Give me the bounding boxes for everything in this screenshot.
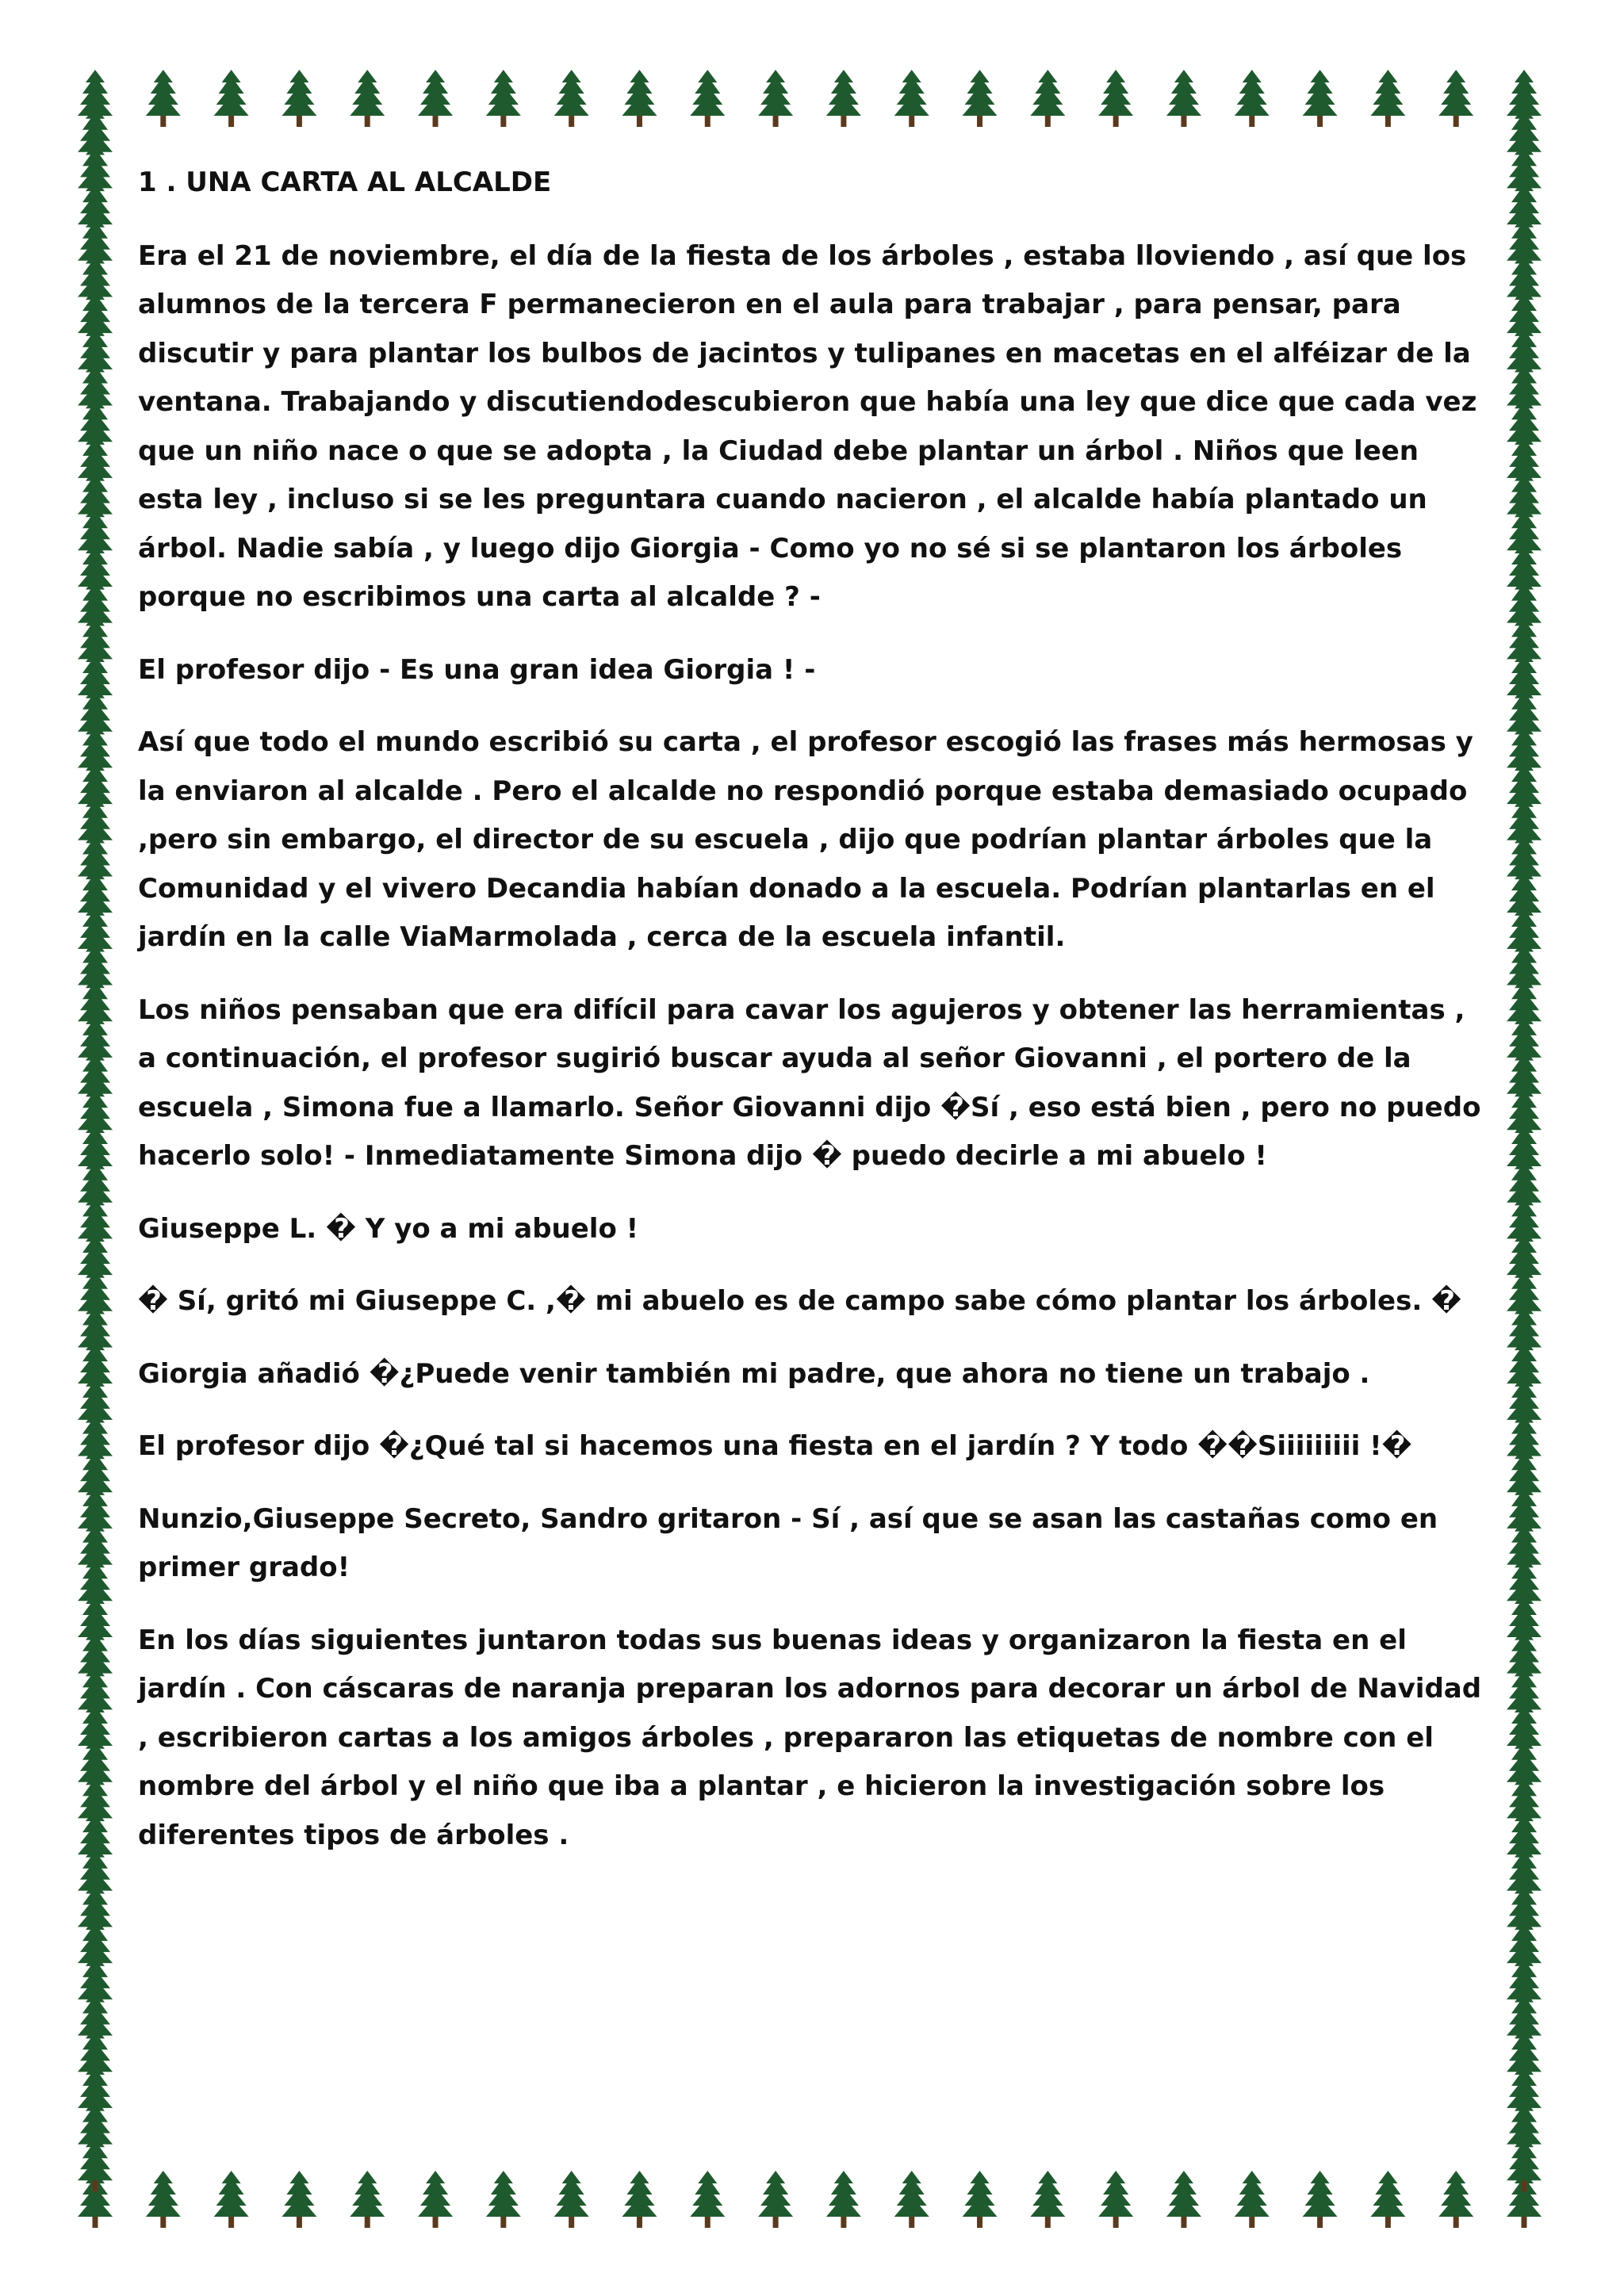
paragraph: Giorgia añadió �¿Puede venir también mi padre, que ahora no tiene un trabajo . xyxy=(138,1357,1370,1390)
pine-tree-icon xyxy=(78,541,113,598)
pine-tree-icon xyxy=(78,1917,113,1974)
pine-tree-icon xyxy=(1507,613,1542,670)
pine-tree-icon xyxy=(1507,1591,1542,1648)
pine-tree-icon xyxy=(78,323,113,381)
pine-tree-icon xyxy=(78,1120,113,1177)
pine-tree-icon xyxy=(1507,577,1542,634)
pine-tree-icon xyxy=(1507,1628,1542,1685)
pine-tree-icon xyxy=(1507,1120,1542,1177)
pine-tree-icon xyxy=(78,1012,113,1069)
pine-tree-icon xyxy=(963,2171,998,2228)
paragraph: � Sí, gritó mi Giuseppe C. ,� mi abuelo es de campo sabe cómo plantar los árboles. � xyxy=(138,1285,1461,1318)
pine-tree-icon xyxy=(78,1628,113,1685)
pine-tree-icon xyxy=(1303,2171,1338,2228)
pine-tree-icon xyxy=(1507,1012,1542,1069)
pine-tree-icon xyxy=(554,70,589,127)
pine-tree-icon xyxy=(78,975,113,1032)
pine-tree-icon xyxy=(78,903,113,960)
document-body xyxy=(138,166,1486,1884)
pine-tree-icon xyxy=(758,2171,793,2228)
pine-tree-icon xyxy=(78,613,113,670)
pine-tree-icon xyxy=(1438,70,1473,127)
pine-tree-icon xyxy=(1507,794,1542,851)
pine-tree-icon xyxy=(1507,1990,1542,2047)
pine-tree-icon xyxy=(1235,70,1270,127)
pine-tree-icon xyxy=(826,2171,861,2228)
pine-tree-icon xyxy=(78,1265,113,1322)
pine-tree-icon xyxy=(758,70,793,127)
pine-tree-icon xyxy=(1370,70,1405,127)
pine-tree-icon xyxy=(146,2171,181,2228)
pine-tree-icon xyxy=(78,106,113,163)
pine-tree-icon xyxy=(1507,1954,1542,2011)
pine-tree-icon xyxy=(1507,975,1542,1032)
pine-tree-icon xyxy=(78,432,113,489)
pine-tree-icon xyxy=(1507,830,1542,887)
pine-tree-icon xyxy=(418,2171,453,2228)
pine-tree-icon xyxy=(1370,2171,1405,2228)
pine-tree-icon xyxy=(78,1483,113,1540)
pine-tree-icon xyxy=(78,1663,113,1720)
paragraph: Los niños pensaban que era difícil para cavar los agujeros y obtener las herramientas , a continuación, el profesor sugirió buscar ayuda al señor Giovanni , el portero de la escuela , Simona fue a llamarlo. Señor Giovanni dijo �Sí , eso está bien , pero no puedo hacerlo solo! - Inmediatamente Simona dijo � puedo decirle a mi abuelo ! xyxy=(138,993,1481,1173)
pine-tree-icon xyxy=(1507,903,1542,960)
pine-tree-icon xyxy=(78,1845,113,1902)
pine-tree-icon xyxy=(78,794,113,851)
pine-tree-icon xyxy=(282,70,316,127)
pine-tree-icon xyxy=(1438,2171,1473,2228)
pine-tree-icon xyxy=(1507,287,1542,344)
pine-tree-icon xyxy=(78,2134,113,2191)
pine-tree-icon xyxy=(78,867,113,924)
pine-tree-icon xyxy=(78,1808,113,1866)
pine-tree-icon xyxy=(350,70,385,127)
pine-tree-icon xyxy=(486,2171,521,2228)
pine-tree-icon xyxy=(1507,1700,1542,1757)
pine-tree-icon xyxy=(1507,1808,1542,1866)
pine-tree-icon xyxy=(1507,1157,1542,1214)
pine-tree-icon xyxy=(1166,70,1201,127)
pine-tree-icon xyxy=(78,70,113,127)
pine-tree-icon xyxy=(1507,1301,1542,1358)
pine-tree-icon xyxy=(894,2171,929,2228)
pine-tree-icon xyxy=(1098,2171,1133,2228)
pine-tree-icon xyxy=(1166,2171,1201,2228)
pine-tree-icon xyxy=(78,1881,113,1938)
pine-tree-icon xyxy=(894,70,929,127)
paragraph: En los días siguientes juntaron todas sus buenas ideas y organizaron la fiesta en el jardín . Con cáscaras de naranja preparan los adornos para decorar un árbol de Navidad , escribieron cartas a los amigos árboles , prepararon las etiquetas de nombre con el nombre del árbol y el niño que iba a plantar , e hicieron la investigación sobre los diferentes tipos de árboles . xyxy=(138,1624,1482,1851)
pine-tree-icon xyxy=(1507,215,1542,272)
paragraph: Nunzio,Giuseppe Secreto, Sandro gritaron - Sí , así que se asan las castañas como en primer grado! xyxy=(138,1502,1438,1584)
pine-tree-icon xyxy=(1507,1192,1542,1249)
pine-tree-icon xyxy=(1507,1483,1542,1540)
pine-tree-icon xyxy=(1507,2099,1542,2156)
pine-tree-icon xyxy=(78,1772,113,1829)
pine-tree-icon xyxy=(1507,360,1542,417)
pine-tree-icon xyxy=(1507,106,1542,163)
pine-tree-icon xyxy=(1507,686,1542,743)
pine-tree-icon xyxy=(1507,1048,1542,1105)
pine-tree-icon xyxy=(554,2171,589,2228)
pine-tree-icon xyxy=(78,1374,113,1431)
pine-tree-icon xyxy=(78,2099,113,2156)
pine-tree-icon xyxy=(78,1990,113,2047)
pine-tree-icon xyxy=(1507,1519,1542,1576)
pine-tree-icon xyxy=(78,1555,113,1612)
pine-tree-icon xyxy=(146,70,181,127)
pine-tree-icon xyxy=(418,70,453,127)
pine-tree-icon xyxy=(963,70,998,127)
pine-tree-icon xyxy=(350,2171,385,2228)
pine-tree-icon xyxy=(1507,1374,1542,1431)
pine-tree-icon xyxy=(78,469,113,526)
pine-tree-icon xyxy=(1507,432,1542,489)
pine-tree-icon xyxy=(690,2171,725,2228)
pine-tree-icon xyxy=(78,686,113,743)
pine-tree-icon xyxy=(78,1084,113,1141)
pine-tree-icon xyxy=(214,70,249,127)
pine-tree-icon xyxy=(78,360,113,417)
pine-tree-icon xyxy=(1507,178,1542,235)
pine-tree-icon xyxy=(78,2026,113,2083)
pine-tree-icon xyxy=(1507,1881,1542,1938)
pine-tree-icon xyxy=(1507,1772,1542,1829)
pine-tree-icon xyxy=(1507,1845,1542,1902)
pine-tree-icon xyxy=(78,2062,113,2119)
pine-tree-icon xyxy=(78,830,113,887)
pine-tree-icon xyxy=(1507,469,1542,526)
paragraph: Giuseppe L. � Y yo a mi abuelo ! xyxy=(138,1212,639,1245)
pine-tree-icon xyxy=(78,251,113,308)
pine-tree-icon xyxy=(78,178,113,235)
document-title: 1 . UNA CARTA AL ALCALDE xyxy=(138,166,552,198)
pine-tree-icon xyxy=(78,1410,113,1468)
pine-tree-icon xyxy=(1507,541,1542,598)
paragraph: Así que todo el mundo escribió su carta , el profesor escogió las frases más hermosas y la enviaron al alcalde . Pero el alcalde no respondió porque estaba demasiado ocupado ,pero sin embargo, el director de su escuela , dijo que podrían plantar árboles que la Comunidad y el vivero Decandia habían donado a la escuela. Podrían plantarlas en el jardín en la calle ViaMarmolada , cerca de la escuela infantil. xyxy=(138,726,1473,954)
pine-tree-icon xyxy=(1507,1917,1542,1974)
pine-tree-icon xyxy=(1507,649,1542,706)
pine-tree-icon xyxy=(78,142,113,199)
pine-tree-icon xyxy=(78,649,113,706)
pine-tree-icon xyxy=(1507,1265,1542,1322)
pine-tree-icon xyxy=(78,1337,113,1395)
pine-tree-icon xyxy=(1507,2026,1542,2083)
pine-tree-icon xyxy=(1507,1084,1542,1141)
pine-tree-icon xyxy=(1507,142,1542,199)
paragraph: Era el 21 de noviembre, el día de la fiesta de los árboles , estaba lloviendo , así que los alumnos de la tercera F permanecieron en el aula para trabajar , para pensar, para discutir y para plantar los bulbos de jacintos y tulipanes en macetas en el alféizar de la ventana. Trabajando y discutiendodescubieron que había una ley que dice que cada vez que un niño nace o que se adopta , la Ciudad debe plantar un árbol . Niños que leen esta ley , incluso si se les preguntara cuando nacieron , el alcalde había plantado un árbol. Nadie sabía , y luego dijo Giorgia - Como yo no sé si se plantaron los árboles porque no escribimos una carta al alcalde ? - xyxy=(138,239,1477,614)
pine-tree-icon xyxy=(78,504,113,561)
pine-tree-icon xyxy=(1098,70,1133,127)
paragraph: El profesor dijo - Es una gran idea Giorgia ! - xyxy=(138,653,816,686)
pine-tree-icon xyxy=(1507,504,1542,561)
pine-tree-icon xyxy=(826,70,861,127)
pine-tree-icon xyxy=(214,2171,249,2228)
pine-tree-icon xyxy=(78,1736,113,1793)
pine-tree-icon xyxy=(78,1591,113,1648)
pine-tree-icon xyxy=(78,1192,113,1249)
pine-tree-icon xyxy=(78,1157,113,1214)
pine-tree-icon xyxy=(78,1229,113,1286)
pine-tree-icon xyxy=(1507,1555,1542,1612)
pine-tree-icon xyxy=(1507,1229,1542,1286)
pine-tree-icon xyxy=(1507,1446,1542,1503)
pine-tree-icon xyxy=(1507,1337,1542,1395)
pine-tree-icon xyxy=(1507,323,1542,381)
pine-tree-icon xyxy=(486,70,521,127)
pine-tree-icon xyxy=(78,1048,113,1105)
pine-tree-icon xyxy=(690,70,725,127)
pine-tree-icon xyxy=(1303,70,1338,127)
pine-tree-icon xyxy=(78,1519,113,1576)
pine-tree-icon xyxy=(78,287,113,344)
pine-tree-icon xyxy=(1507,867,1542,924)
pine-tree-icon xyxy=(622,2171,657,2228)
pine-tree-icon xyxy=(1507,396,1542,453)
pine-tree-icon xyxy=(1507,70,1542,127)
pine-tree-icon xyxy=(1030,70,1065,127)
pine-tree-icon xyxy=(78,577,113,634)
pine-tree-icon xyxy=(1507,1410,1542,1468)
pine-tree-icon xyxy=(622,70,657,127)
pine-tree-icon xyxy=(78,1700,113,1757)
pine-tree-icon xyxy=(1507,721,1542,779)
pine-tree-icon xyxy=(1507,2171,1542,2228)
pine-tree-icon xyxy=(1235,2171,1270,2228)
pine-tree-icon xyxy=(1507,1736,1542,1793)
pine-tree-icon xyxy=(282,2171,316,2228)
pine-tree-icon xyxy=(78,215,113,272)
pine-tree-icon xyxy=(78,1954,113,2011)
pine-tree-icon xyxy=(78,939,113,997)
pine-tree-icon xyxy=(78,396,113,453)
pine-tree-icon xyxy=(1507,2134,1542,2191)
pine-tree-icon xyxy=(78,758,113,815)
pine-tree-icon xyxy=(78,1446,113,1503)
paragraph: El profesor dijo �¿Qué tal si hacemos una fiesta en el jardín ? Y todo ��Siiiiiiiii !� xyxy=(138,1430,1412,1463)
pine-tree-icon xyxy=(78,721,113,779)
pine-tree-icon xyxy=(1507,1663,1542,1720)
pine-tree-icon xyxy=(1507,758,1542,815)
pine-tree-icon xyxy=(78,2171,113,2228)
pine-tree-icon xyxy=(1507,251,1542,308)
pine-tree-icon xyxy=(1507,939,1542,997)
pine-tree-icon xyxy=(78,1301,113,1358)
pine-tree-icon xyxy=(1030,2171,1065,2228)
pine-tree-icon xyxy=(1507,2062,1542,2119)
